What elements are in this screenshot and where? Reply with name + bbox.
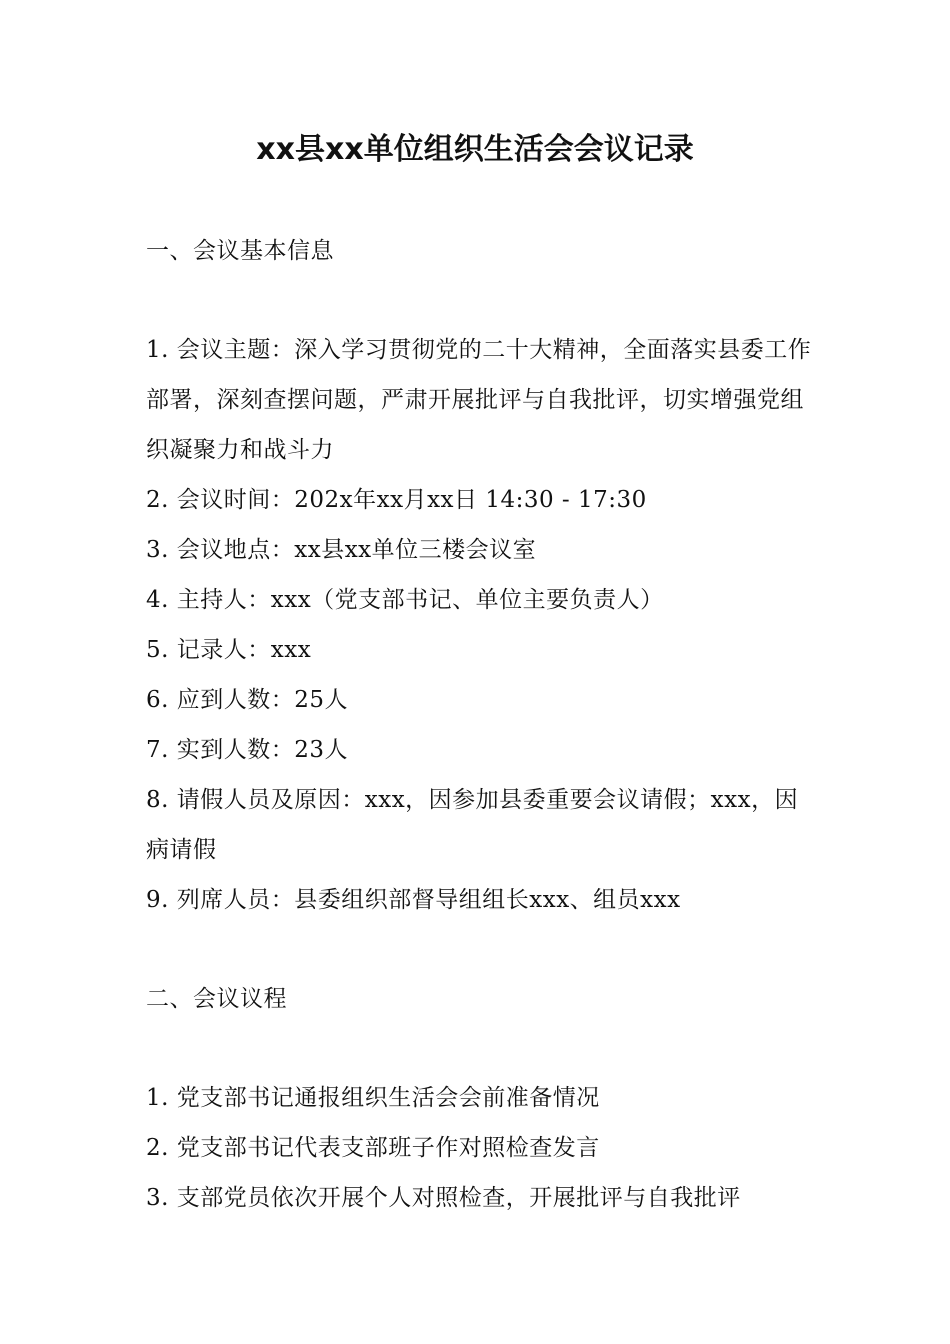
- info-item-location: 3. 会议地点：xx县xx单位三楼会议室: [146, 537, 537, 563]
- info-item-observers: 9. 列席人员：县委组织部督导组组长xxx、组员xxx: [146, 887, 681, 913]
- info-item-recorder: 5. 记录人：xxx: [146, 637, 312, 663]
- section-heading-basic-info: 一、会议基本信息: [146, 238, 334, 264]
- section-heading-agenda: 二、会议议程: [146, 986, 287, 1012]
- document-title: xx县xx单位组织生活会会议记录: [256, 132, 694, 167]
- agenda-item-2: 2. 党支部书记代表支部班子作对照检查发言: [146, 1135, 600, 1161]
- info-item-topic: 1. 会议主题：深入学习贯彻党的二十大精神，全面落实县委工作部署，深刻查摆问题，严肃开展批评与自我批评，切实增强党组织凝聚力和战斗力: [146, 337, 812, 463]
- info-item-host: 4. 主持人：xxx（党支部书记、单位主要负责人）: [146, 587, 664, 613]
- info-item-absentees: 8. 请假人员及原因：xxx，因参加县委重要会议请假；xxx，因病请假: [146, 787, 799, 863]
- info-item-actual-attendance: 7. 实到人数：23人: [146, 737, 349, 763]
- agenda-item-3: 3. 支部党员依次开展个人对照检查，开展批评与自我批评: [146, 1185, 741, 1211]
- info-item-expected-attendance: 6. 应到人数：25人: [146, 687, 349, 713]
- agenda-item-1: 1. 党支部书记通报组织生活会会前准备情况: [146, 1085, 600, 1111]
- info-item-time: 2. 会议时间：202x年xx月xx日 14:30 - 17:30: [146, 487, 647, 513]
